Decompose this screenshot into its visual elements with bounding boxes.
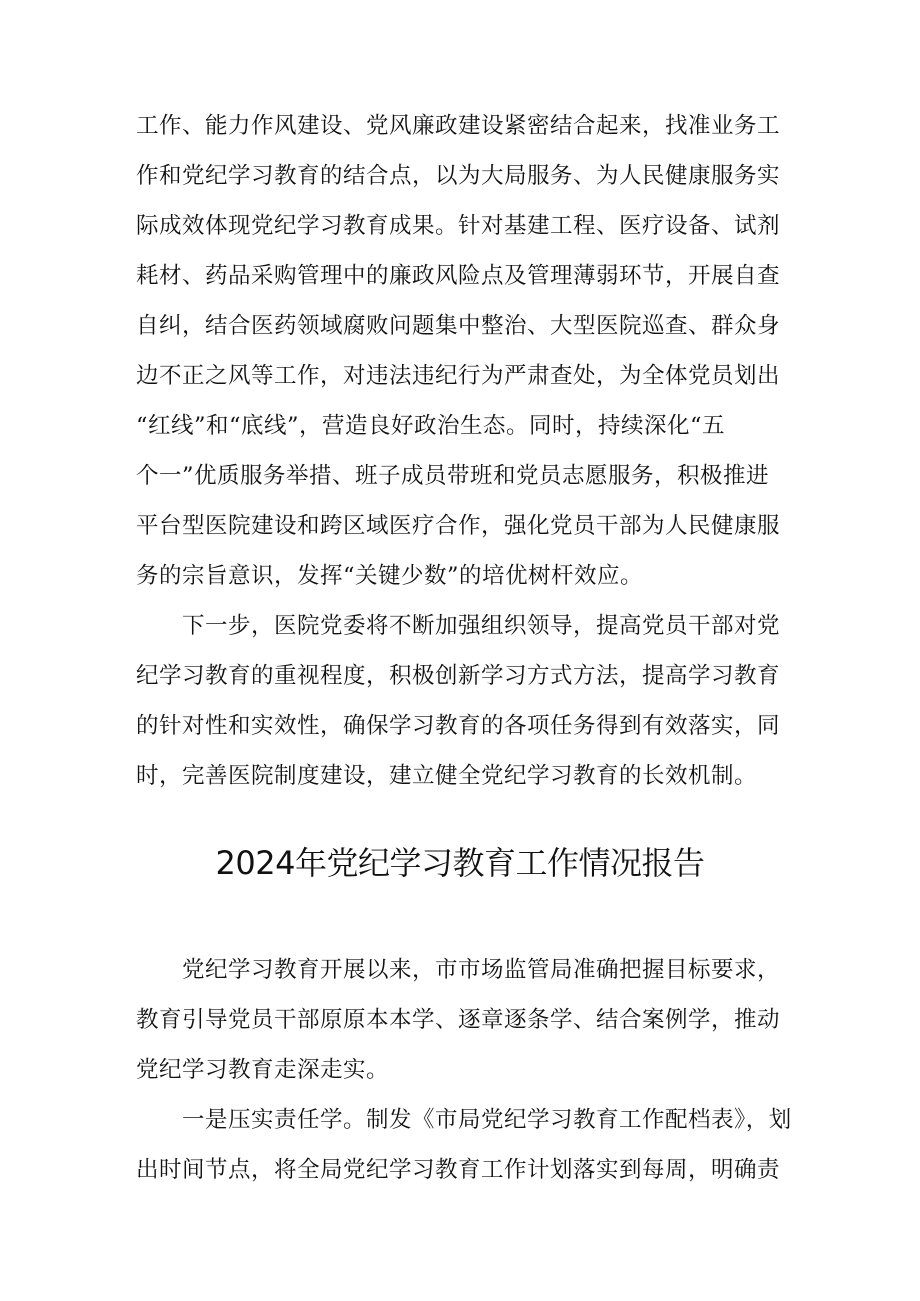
text-line: 际成效体现党纪学习教育成果。针对基建工程、医疗设备、试剂 [136,213,781,239]
text-line: 耗材、药品采购管理中的廉政风险点及管理薄弱环节，开展自查 [136,263,781,289]
text-line: 平台型医院建设和跨区域医疗合作，强化党员干部为人民健康服 [136,513,781,539]
text-line: 党纪学习教育走深走实。 [136,1057,390,1083]
text-line: 边不正之风等工作，对违法违纪行为严肃查处，为全体党员划出 [136,363,781,389]
text-line: 纪学习教育的重视程度，积极创新学习方式方法，提高学习教育 [136,663,781,689]
text-line: 教育引导党员干部原原本本学、逐章逐条学、结合案例学，推动 [136,1007,781,1033]
text-line: 的针对性和实效性，确保学习教育的各项任务得到有效落实，同 [136,713,781,739]
text-line: 工作、能力作风建设、党风廉政建设紧密结合起来，找准业务工 [136,113,781,139]
text-line: “红线”和“底线”，营造良好政治生态。同时，持续深化“五 [136,413,726,439]
text-line: 一是压实责任学。制发《市局党纪学习教育工作配档表》，划 [136,1107,792,1133]
text-line: 出时间节点，将全局党纪学习教育工作计划落实到每周，明确责 [136,1157,781,1183]
document-title: 2024年党纪学习教育工作情况报告 [215,844,705,882]
text-line: 作和党纪学习教育的结合点，以为大局服务、为人民健康服务实 [136,163,781,189]
text-line: 时，完善医院制度建设，建立健全党纪学习教育的长效机制。 [136,763,758,789]
text-line: 个一”优质服务举措、班子成员带班和党员志愿服务，积极推进 [136,463,770,489]
text-line: 务的宗旨意识，发挥“关键少数”的培优树杆效应。 [136,563,644,589]
text-line: 下一步，医院党委将不断加强组织领导，提高党员干部对党 [136,613,781,639]
text-line: 党纪学习教育开展以来，市市场监管局准确把握目标要求， [136,957,781,983]
text-line: 自纠，结合医药领域腐败问题集中整治、大型医院巡查、群众身 [136,313,781,339]
